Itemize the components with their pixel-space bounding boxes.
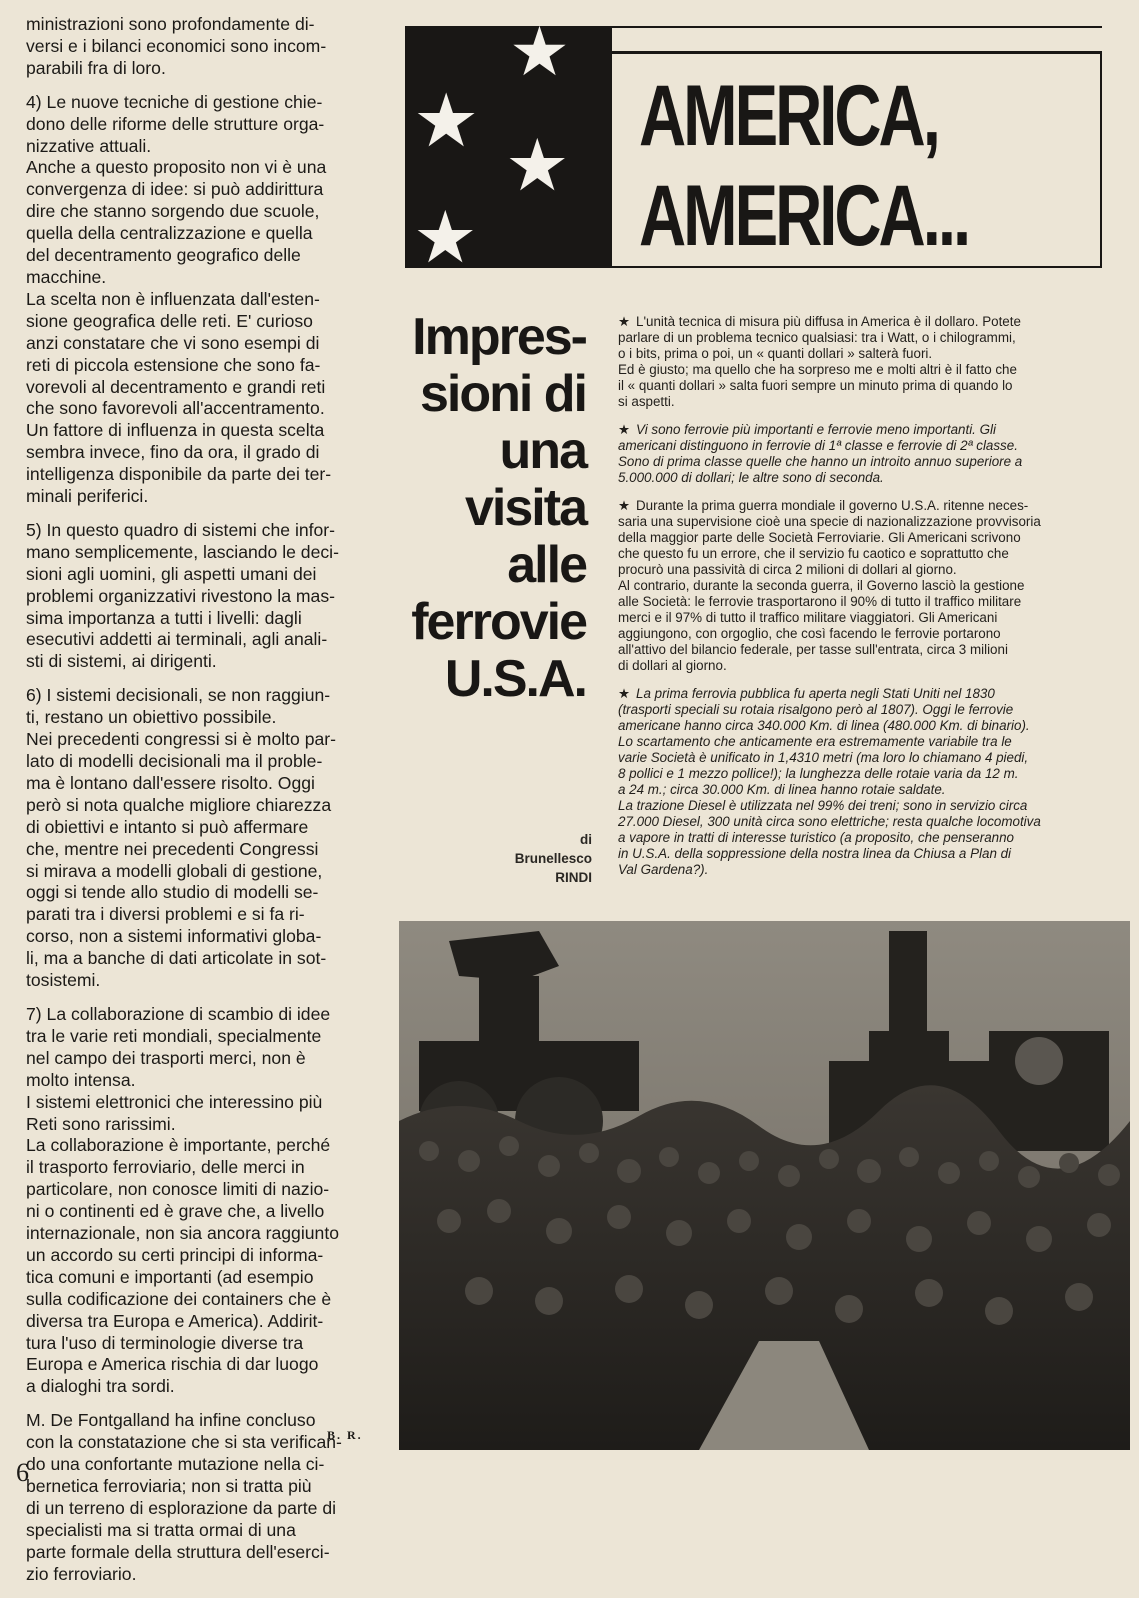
text-line: sti di sistemi, ai dirigenti. [26, 651, 217, 672]
note-line: all'attivo del bilancio federale, per tasse sull'entrata, circa 3 milioni [618, 642, 1008, 657]
text-line: che, mentre nei precedenti Congressi [26, 838, 319, 859]
text-line: macchine. [26, 266, 107, 287]
text-line: di un terreno di esplorazione da parte di [26, 1497, 337, 1518]
left-paragraph [26, 92, 382, 508]
note-line: di dollari al giorno. [618, 658, 727, 673]
text-line: Un fattore di influenza in questa scelta [26, 420, 325, 441]
note-line [618, 686, 1130, 702]
text-line: zio ferroviario. [26, 1563, 137, 1584]
text-line: con la constatazione che si sta verifican- [26, 1432, 342, 1453]
star-icon: ★ [509, 26, 570, 90]
note-line: il « quanti dollari » salta fuori sempre un minuto prima di quando lo [618, 378, 1013, 393]
byline-first-name: Brunellesco [514, 851, 592, 866]
note-line [618, 422, 1130, 438]
note-paragraph [618, 314, 1130, 410]
historical-photo [399, 921, 1130, 1450]
note-line: Ed è giusto; ma quello che ha sorpreso me e molti altri è il fatto che [618, 362, 1017, 377]
text-line: tica comuni e importanti (ad esempio [26, 1266, 314, 1287]
note-line: Val Gardena?). [618, 862, 709, 877]
note-line: o i bits, prima o poi, un « quanti dollari » salterà fuori. [618, 346, 933, 361]
text-line: mano semplicemente, lasciando le deci- [26, 541, 339, 562]
text-line: versi e i bilanci economici sono incom- [26, 35, 327, 56]
text-line: molto intensa. [26, 1069, 136, 1090]
author-initials: B. R. [327, 1428, 363, 1442]
star-icon: ★ [413, 79, 480, 162]
text-line: nizzative attuali. [26, 135, 152, 156]
note-line: parlare di un problema tecnico qualsiasi: tra i Watt, o i chilogrammi, [618, 330, 1016, 345]
note-line: merci e il 97% di tutto il traffico militare viaggiatori. Gli Americani [618, 610, 998, 625]
star-icon: ★ [413, 198, 478, 268]
text-line: do una confortante mutazione nella ci- [26, 1454, 325, 1475]
text-line: 5) In questo quadro di sistemi che infor- [26, 519, 336, 540]
star-icon: ★ [505, 126, 570, 206]
text-line: La scelta non è influenzata dall'esten- [26, 288, 320, 309]
text-line: ministrazioni sono profondamente di- [26, 14, 315, 34]
note-line: americane hanno circa 340.000 Km. di linea (480.000 Km. di binario). [618, 718, 1030, 733]
text-line: Anche a questo proposito non vi è una [26, 157, 327, 178]
left-paragraph [26, 685, 382, 992]
note-line [618, 314, 1130, 330]
note-line: alle Società: le ferrovie trasportarono il 90% di tutto il traffico militare [618, 594, 1022, 609]
text-line: oggi si tende allo studio di modelli se- [26, 882, 319, 903]
byline-prefix: di [580, 832, 592, 847]
note-line: a 24 m.; circa 30.000 Km. di linea hanno rotaie saldate. [618, 782, 946, 797]
text-line: bernetica ferroviaria; non si tratta più [26, 1476, 312, 1496]
text-line: convergenza di idee: si può addirittura [26, 179, 324, 200]
note-line-text: L'unità tecnica di misura più diffusa in America è il dollaro. Potete [636, 314, 1021, 329]
text-line: li, ma a banche di dati articolate in sot- [26, 948, 327, 969]
note-line: procurò una passività di circa 2 milioni di dollari al giorno. [618, 562, 957, 577]
text-line: 6) I sistemi decisionali, se non raggiun- [26, 685, 331, 706]
note-line: della maggior parte delle Società Ferroviarie. Gli Americani scrivono [618, 530, 1021, 545]
photo-illustration [399, 921, 1130, 1450]
text-line: parabili fra di loro. [26, 57, 166, 78]
note-line: (trasporti speciali su rotaia risalgono però al 1807). Oggi le ferrovie [618, 702, 1014, 717]
star-bullet-icon: ★ [618, 498, 631, 513]
text-line: lato di modelli decisionali ma il proble- [26, 751, 323, 771]
text-line: reti di piccola estensione che sono fa- [26, 354, 321, 375]
text-line: a dialoghi tra sordi. [26, 1376, 175, 1397]
left-paragraph [26, 520, 382, 673]
text-line: 4) Le nuove tecniche di gestione chie- [26, 91, 323, 112]
text-line: ti, restano un obiettivo possibile. [26, 707, 277, 728]
subtitle-line: U.S.A. [444, 650, 586, 708]
note-line: varie Società è unificato in 1,4310 metri (ma loro lo chiamano 4 piedi, [618, 750, 1029, 765]
text-line: corso, non a sistemi informativi globa- [26, 926, 322, 947]
note-line-text: Vi sono ferrovie più importanti e ferrovie meno importanti. Gli [636, 422, 996, 437]
left-paragraph [26, 1004, 382, 1398]
byline-last-name: RINDI [555, 870, 592, 885]
page-number: 6 [16, 1458, 29, 1487]
text-line: però si nota qualche migliore chiarezza [26, 794, 332, 815]
note-line: Al contrario, durante la seconda guerra, il Governo lasciò la gestione [618, 578, 1025, 593]
text-line: sembra invece, fino da ora, il grado di [26, 442, 320, 463]
note-line: 5.000.000 di dollari; le altre sono di seconda. [618, 470, 884, 485]
headline-line-2: AMERICA... [639, 168, 969, 264]
subtitle-line: ferrovie [411, 593, 586, 651]
subtitle-line: alle [507, 536, 586, 594]
text-line: 7) La collaborazione di scambio di idee [26, 1003, 331, 1024]
left-paragraph [26, 14, 382, 80]
text-line: che sono favorevoli all'accentramento. [26, 398, 325, 419]
note-line [618, 498, 1130, 514]
text-line: dono delle riforme delle strutture orga- [26, 113, 325, 134]
note-line: in U.S.A. della soppressione della nostra linea da Chiusa a Plan di [618, 846, 1012, 861]
note-line: saria una supervisione cioè una specie di nazionalizzazione provvisoria [618, 514, 1041, 529]
text-line: sima importanza a tutti i livelli: dagli [26, 607, 302, 628]
subtitle-line: sioni di [420, 365, 586, 423]
star-bullet-icon: ★ [618, 686, 631, 701]
text-line: La collaborazione è importante, perché [26, 1135, 331, 1156]
text-line: parati tra i diversi problemi e si fa ri- [26, 904, 305, 925]
note-line: americani distinguono in ferrovie di 1ª classe e ferrovie di 2ª classe. [618, 438, 1018, 453]
text-line: di obiettivi e intanto si può affermare [26, 816, 309, 837]
star-bullet-icon: ★ [618, 422, 631, 437]
notes-column [618, 314, 1130, 890]
note-line-text: La prima ferrovia pubblica fu aperta negli Stati Uniti nel 1830 [636, 686, 995, 701]
subtitle-line: una [499, 422, 586, 480]
note-line: La trazione Diesel è utilizzata nel 99% dei treni; sono in servizio circa [618, 798, 1028, 813]
note-paragraph [618, 498, 1130, 674]
left-column [26, 14, 382, 1598]
text-line: Reti sono rarissimi. [26, 1113, 176, 1134]
text-line: sioni agli uomini, gli aspetti umani dei [26, 563, 317, 584]
text-line: si mirava a modelli globali di gestione, [26, 860, 323, 881]
text-line: tosistemi. [26, 970, 101, 991]
text-line: nel campo dei trasporti merci, non è [26, 1047, 306, 1068]
text-line: sulla codificazione dei containers che è [26, 1288, 332, 1309]
text-line: minali periferici. [26, 486, 149, 507]
text-line: ma è lontano dall'essere risolto. Oggi [26, 772, 315, 793]
flag-panel [405, 26, 612, 268]
text-line: vorevoli al decentramento e grandi reti [26, 376, 326, 397]
text-line: intelligenza disponibile da parte dei ter- [26, 464, 332, 485]
star-bullet-icon: ★ [618, 314, 631, 329]
text-line: tura l'uso di terminologie diverse tra [26, 1332, 304, 1353]
text-line: anzi constatare che vi sono esempi di [26, 332, 320, 353]
note-line: Sono di prima classe quelle che hanno un introito annuo superiore a [618, 454, 1023, 469]
text-line: sione geografica delle reti. E' curioso [26, 310, 313, 331]
subtitle-line: Impres- [412, 308, 586, 366]
text-line: ni o continenti ed è grave che, a livello [26, 1201, 325, 1222]
text-line: un accordo su certi principi di informa- [26, 1244, 324, 1265]
note-line: 27.000 Diesel, 300 unità circa sono elettriche; resta qualche locomotiva [618, 814, 1041, 829]
title-banner [405, 26, 1102, 268]
text-line: Nei precedenti congressi si è molto par- [26, 729, 336, 750]
text-line: dire che stanno sorgendo due scuole, [26, 201, 320, 222]
main-headline [639, 66, 968, 266]
text-line: specialisti ma si tratta ormai di una [26, 1519, 296, 1540]
headline-line-1: AMERICA, [639, 68, 938, 164]
note-paragraph [618, 422, 1130, 486]
text-line: il trasporto ferroviario, delle merci in [26, 1157, 305, 1178]
text-line: diversa tra Europa e America). Addirit- [26, 1310, 324, 1331]
note-line: a vapore in tratti di interesse turistico (a proposito, che penseranno [618, 830, 1014, 845]
text-line: del decentramento geografico delle [26, 245, 301, 266]
text-line: internazionale, non sia ancora raggiunto [26, 1223, 339, 1244]
text-line: M. De Fontgalland ha infine concluso [26, 1410, 316, 1431]
text-line: esecutivi addetti ai terminali, agli anali- [26, 629, 328, 650]
flag-stripe [612, 26, 1102, 54]
text-line: quella della centralizzazione e quella [26, 223, 313, 244]
text-line: I sistemi elettronici che interessino più [26, 1091, 323, 1112]
subtitle-line: visita [465, 479, 586, 537]
text-line: tra le varie reti mondiali, specialmente [26, 1025, 322, 1046]
note-line-text: Durante la prima guerra mondiale il governo U.S.A. ritenne neces- [636, 498, 1029, 513]
note-paragraph [618, 686, 1130, 878]
note-line: si aspetti. [618, 394, 675, 409]
text-line: problemi organizzativi rivestono la mas- [26, 585, 335, 606]
text-line: parte formale della struttura dell'eserci- [26, 1541, 330, 1562]
byline [515, 830, 592, 887]
note-line: 8 pollici e 1 mezzo pollice!); la lunghezza delle rotaie varia da 12 m. [618, 766, 1019, 781]
subtitle [411, 309, 586, 708]
text-line: particolare, non conosce limiti di nazio- [26, 1179, 330, 1200]
text-line: Europa e America rischia di dar luogo [26, 1354, 319, 1375]
note-line: che questo fu un errore, che il servizio fu caotico e soprattutto che [618, 546, 1009, 561]
note-line: Lo scartamento che anticamente era estremamente variabile tra le [618, 734, 1012, 749]
note-line: aggiungono, con orgoglio, che così facendo le ferrovie portarono [618, 626, 1001, 641]
